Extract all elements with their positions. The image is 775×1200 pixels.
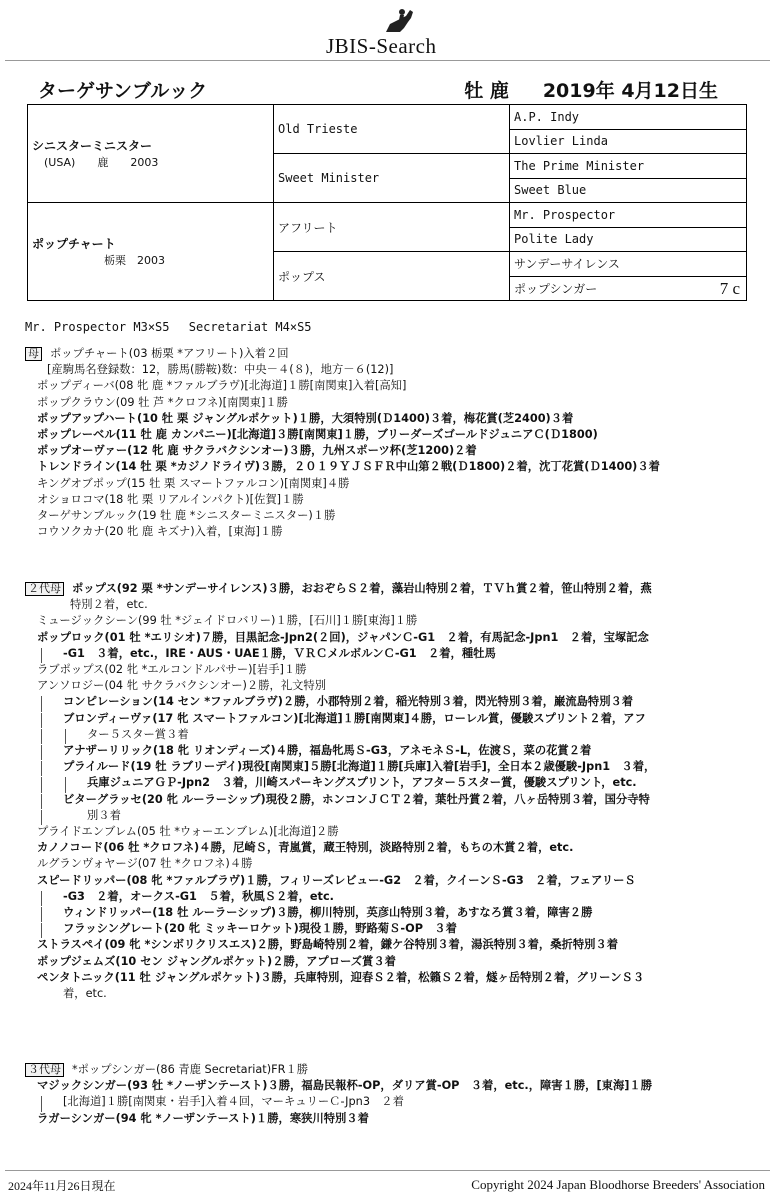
indent-bar bbox=[41, 923, 42, 938]
section-tag: ３代母 bbox=[25, 1063, 64, 1077]
horse-rider-icon bbox=[378, 6, 418, 36]
inbreeding-note: Mr. Prospector M3×S5 Secretariat M4×S5 bbox=[25, 320, 312, 334]
pedigree-cell[interactable]: The Prime Minister bbox=[510, 154, 747, 179]
indent-bar bbox=[41, 729, 42, 744]
sire-sire[interactable]: Old Trieste bbox=[274, 105, 510, 154]
offspring-line[interactable]: スピードリッパー(08 牝 *ファルブラヴ)１勝，フィリーズレビュー-G2 ２着，クイーンＳ-G3 ２着，フェアリーＳ bbox=[37, 873, 636, 887]
offspring-line[interactable]: ラブポップス(02 牝 *エルコンドルパサー)[岩手]１勝 bbox=[37, 663, 307, 677]
offspring-line[interactable]: ポップオーヴァー(12 牝 鹿 サクラバクシンオー)３勝，九州スポーツ杯(芝1200)２着 bbox=[37, 444, 477, 458]
offspring-line[interactable]: マジックシンガー(93 牡 *ノーザンテースト)３勝，福島民報杯-OP，ダリア賞-OP ３着，etc.，障害１勝，[東海]１勝 bbox=[37, 1079, 652, 1093]
offspring-line[interactable]: オショロコマ(18 牝 栗 リアルインパクト)[佐賀]１勝 bbox=[37, 492, 304, 506]
offspring-line[interactable]: ミュージックシーン(99 牡 *ジェイドロバリー)１勝，[石川]１勝[東海]１勝 bbox=[37, 614, 418, 628]
section-tag: 母 bbox=[25, 347, 42, 361]
offspring-line[interactable]: コンピレーション(14 セン *ファルブラヴ)２勝，小郡特別２着，稲光特別３着，閃光特別３着，巌流島特別３着 bbox=[63, 695, 634, 709]
offspring-line[interactable]: アナザーリリック(18 牝 リオンディーズ)４勝，福島牝馬Ｓ-G3，アネモネＳ-L，佐渡Ｓ，菜の花賞２着 bbox=[63, 744, 592, 758]
offspring-line[interactable]: ウィンドリッパー(18 牡 ルーラーシップ)３勝，柳川特別，英彦山特別３着，あすなろ賞３着，障害２勝 bbox=[63, 906, 593, 920]
offspring-line[interactable]: ビターグラッセ(20 牝 ルーラーシップ)現役２勝，ホンコンＪＣＴ２着，葉牡丹賞２着，八ヶ岳特別３着，国分寺特 bbox=[63, 792, 650, 806]
indent-bar bbox=[41, 777, 42, 792]
indent-bar bbox=[41, 696, 42, 711]
offspring-line[interactable]: ルグランヴォヤージ(07 牡 *クロフネ)４勝 bbox=[37, 857, 253, 871]
pedigree-cell[interactable]: Sweet Blue bbox=[510, 178, 747, 203]
indent-bar bbox=[65, 777, 66, 792]
pedigree-cell[interactable]: サンデーサイレンス bbox=[510, 252, 747, 277]
offspring-line[interactable]: 別３着 bbox=[87, 808, 121, 822]
second-dam-section bbox=[25, 581, 745, 1002]
offspring-line[interactable]: プライドエンブレム(05 牡 *ウォーエンブレム)[北海道]２勝 bbox=[37, 825, 339, 839]
dam-cell bbox=[28, 203, 274, 301]
dam-line: *ポップシンガー(86 青鹿 Secretariat)FR１勝 bbox=[72, 1063, 309, 1076]
divider bbox=[5, 60, 770, 61]
offspring-line[interactable]: ポップロック(01 牡 *エリシオ)７勝，目黒記念-Jpn2(２回)，ジャパンＣ-G1 ２着，有馬記念-Jpn1 ２着，宝塚記念 bbox=[37, 630, 649, 644]
indent-bar bbox=[41, 648, 42, 663]
jbis-logo[interactable] bbox=[318, 6, 463, 56]
birth-date: 2019年 4月12日生 bbox=[542, 80, 718, 102]
horse-name: ターゲサンブルック bbox=[38, 80, 208, 102]
offspring-line[interactable]: ポップジェムズ(10 セン ジャングルポケット)２勝，アプローズ賞３着 bbox=[37, 954, 396, 968]
offspring-line[interactable]: ター５スター賞３着 bbox=[87, 727, 189, 741]
dam-line: 特別２着，etc. bbox=[70, 598, 148, 612]
third-dam-section bbox=[25, 1062, 745, 1127]
offspring-line[interactable]: フラッシングレート(20 牝 ミッキーロケット)現役１勝，野路菊Ｓ-OP ３着 bbox=[63, 922, 457, 936]
dam-sire[interactable]: アフリート bbox=[274, 203, 510, 252]
offspring-line[interactable]: ラガーシンガー(94 牝 *ノーザンテースト)１勝，寒狭川特別３着 bbox=[37, 1111, 369, 1125]
divider bbox=[5, 1170, 770, 1171]
dam-section bbox=[25, 346, 745, 540]
sire-dam[interactable]: Sweet Minister bbox=[274, 154, 510, 203]
copyright: Copyright 2024 Japan Bloodhorse Breeders' Association bbox=[471, 1177, 765, 1192]
dam-line: ポップチャート(03 栃栗 *アフリート)入着２回 bbox=[50, 347, 289, 360]
indent-bar bbox=[41, 810, 42, 825]
pedigree-cell[interactable]: Mr. Prospector bbox=[510, 203, 747, 228]
dam-dam[interactable]: ポップス bbox=[274, 252, 510, 301]
indent-bar bbox=[41, 1096, 42, 1111]
logo-text: JBIS-Search bbox=[326, 34, 437, 58]
dam-line: ポップス(92 栗 *サンデーサイレンス)３勝，おおぞらＳ２着，藻岩山特別２着，ＴＶｈ賞２着，笹山特別２着，燕 bbox=[72, 582, 652, 595]
horse-header bbox=[28, 76, 748, 102]
dam-sub: 栃栗 2003 bbox=[104, 254, 165, 267]
offspring-line[interactable]: ポップアップハート(10 牡 栗 ジャングルポケット)１勝，大須特別(Ｄ1400)３着，梅花賞(芝2400)３着 bbox=[37, 411, 574, 425]
indent-bar bbox=[41, 794, 42, 809]
pedigree-ddd[interactable]: ポップシンガー bbox=[514, 281, 598, 296]
offspring-line[interactable]: ブロンディーヴァ(17 牝 スマートファルコン)[北海道]１勝[南関東]４勝，ローレル賞，優駿スプリント２着，アフ bbox=[63, 711, 646, 725]
offspring-line[interactable]: ポップクラウン(09 牡 芦 *クロフネ)[南関東]１勝 bbox=[37, 395, 288, 409]
sex-color: 牡 鹿 bbox=[464, 80, 509, 102]
indent-bar bbox=[41, 761, 42, 776]
dam-name[interactable]: ポップチャート bbox=[32, 237, 116, 251]
offspring-line[interactable]: ペンタトニック(11 牡 ジャングルポケット)３勝，兵庫特別，迎春Ｓ２着，松籟Ｓ２着，燧ヶ岳特別２着，グリーンＳ３ bbox=[37, 970, 645, 984]
offspring-line[interactable]: コウソクカナ(20 牝 鹿 キズナ)入着，[東海]１勝 bbox=[37, 525, 283, 539]
offspring-line[interactable]: ストラスペイ(09 牝 *シンボリクリスエス)２勝，野島崎特別２着，鎌ケ谷特別３着，湯浜特別３着，桑折特別３着 bbox=[37, 938, 619, 952]
indent-bar bbox=[65, 729, 66, 744]
indent-bar bbox=[41, 713, 42, 728]
offspring-line[interactable]: -G1 ３着，etc.，IRE・AUS・UAE１勝，ＶＲＣメルボルンＣ-G1 ２着，種牡馬 bbox=[63, 646, 496, 660]
dam-line: [産駒馬名登録数：12，勝馬(勝鞍)数：中央－４(８)，地方－６(12)] bbox=[47, 363, 394, 377]
offspring-line[interactable]: カノノコード(06 牡 *クロフネ)４勝，尼崎Ｓ，青嵐賞，蔵王特別，淡路特別２着，もちの木賞２着，etc. bbox=[37, 841, 574, 855]
horse-info bbox=[464, 76, 718, 103]
sire-cell bbox=[28, 105, 274, 203]
offspring-line[interactable]: アンソロジー(04 牝 サクラバクシンオー)２勝，礼文特別 bbox=[37, 679, 327, 693]
offspring-line[interactable]: ポップレーベル(11 牡 鹿 カンパニー)[北海道]３勝[南関東]１勝，ブリーダーズゴールドジュニアＣ(Ｄ1800) bbox=[37, 428, 598, 442]
offspring-line[interactable]: 着，etc. bbox=[63, 987, 107, 1001]
indent-bar bbox=[41, 745, 42, 760]
offspring-line[interactable]: ターゲサンブルック(19 牡 鹿 *シニスターミニスター)１勝 bbox=[37, 509, 336, 523]
indent-bar bbox=[41, 891, 42, 906]
pedigree-cell bbox=[510, 276, 747, 301]
as-of-date: 2024年11月26日現在 bbox=[8, 1179, 116, 1193]
offspring-line[interactable]: [北海道]１勝[南関東・岩手]入着４回，マーキュリーＣ-Jpn3 ２着 bbox=[63, 1095, 404, 1109]
indent-bar bbox=[41, 907, 42, 922]
offspring-line[interactable]: -G3 ２着，オークス-G1 ５着，秋風Ｓ２着，etc. bbox=[63, 889, 334, 903]
family-number: 7 c bbox=[719, 278, 740, 298]
offspring-line[interactable]: プライルード(19 牡 ラブリーデイ)現役[南関東]５勝[北海道]１勝[兵庫]入着[岩手]，全日本２歳優駿-Jpn1 ３着， bbox=[63, 760, 656, 774]
offspring-line[interactable]: キングオブポップ(15 牡 栗 スマートファルコン)[南関東]４勝 bbox=[37, 476, 350, 490]
section-tag: ２代母 bbox=[25, 582, 64, 596]
pedigree-cell[interactable]: A.P. Indy bbox=[510, 105, 747, 130]
pedigree-table bbox=[27, 104, 747, 301]
offspring-line[interactable]: 兵庫ジュニアＧＰ-Jpn2 ３着，川崎スパーキングスプリント，アフター５スター賞，優駿スプリント，etc. bbox=[87, 776, 637, 790]
offspring-line[interactable]: トレンドライン(14 牡 栗 *カジノドライヴ)３勝，２０１９ＹＪＳＦＲ中山第２戦(Ｄ1800)２着，沈丁花賞(Ｄ1400)３着 bbox=[37, 460, 660, 474]
pedigree-cell[interactable]: Polite Lady bbox=[510, 227, 747, 252]
pedigree-cell[interactable]: Lovlier Linda bbox=[510, 129, 747, 154]
sire-sub: (USA) 鹿 2003 bbox=[44, 156, 159, 169]
offspring-line[interactable]: ポップディーバ(08 牝 鹿 *ファルブラヴ)[北海道]１勝[南関東]入着[高知] bbox=[37, 379, 407, 393]
sire-name[interactable]: シニスターミニスター bbox=[32, 139, 153, 153]
